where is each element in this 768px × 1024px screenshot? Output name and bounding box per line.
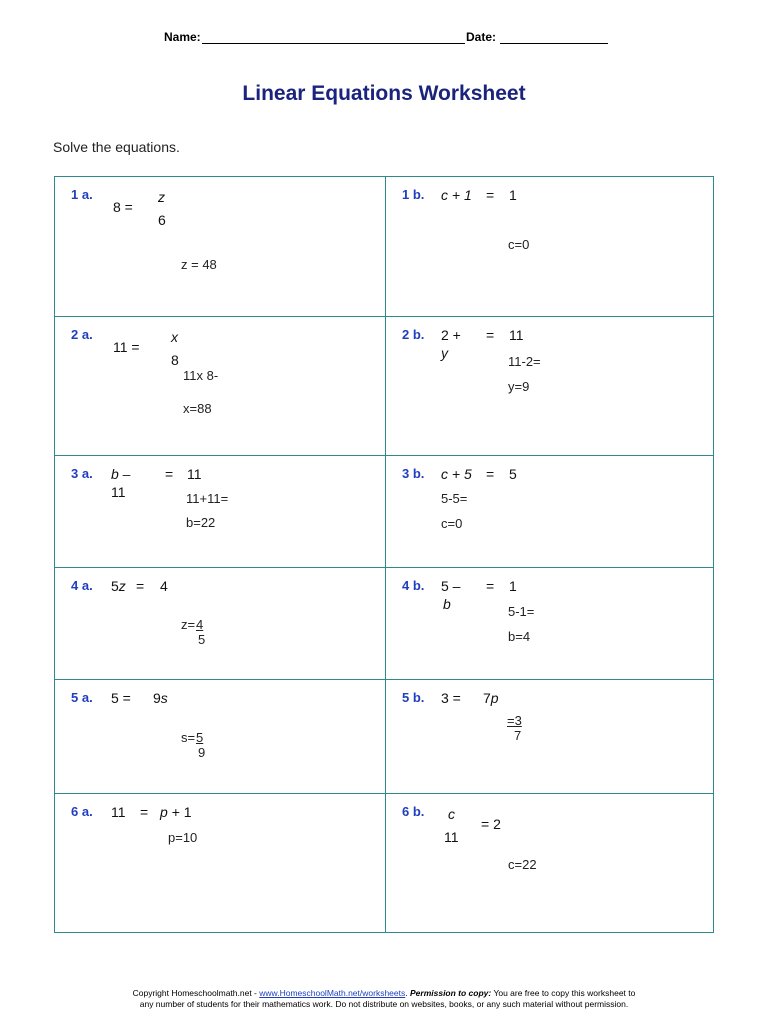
fraction-denominator: 6 — [158, 212, 166, 228]
answer-numerator: 4 — [196, 617, 204, 632]
copyright-text: Copyright Homeschoolmath.net - — [132, 988, 257, 998]
expression-top: b – — [111, 466, 131, 482]
problem-number: 4 b. — [402, 578, 425, 593]
answer-numerator: =3 — [507, 713, 522, 728]
equation-rhs: 1 — [509, 187, 517, 203]
handwritten-answer: z = 48 — [181, 257, 217, 272]
problem-number: 5 b. — [402, 690, 425, 705]
instructions: Solve the equations. — [53, 139, 180, 155]
problem-1a — [55, 177, 385, 316]
handwritten-answer: b=22 — [186, 515, 216, 530]
handwritten-answer: y=9 — [508, 379, 530, 394]
coefficient: 7 — [483, 690, 491, 706]
problem-number: 5 a. — [71, 690, 93, 705]
problem-number: 6 a. — [71, 804, 93, 819]
problem-3b — [386, 456, 716, 567]
coefficient: 9 — [153, 690, 161, 706]
equation-lhs: 5 = — [111, 690, 131, 706]
problem-4a — [55, 568, 385, 679]
equals-sign: = — [486, 466, 495, 482]
problem-grid — [54, 176, 714, 933]
equation-rhs: 11 — [509, 327, 524, 343]
variable: p — [490, 690, 499, 706]
expression-top: 5 – — [441, 578, 461, 594]
expression-rest: + 1 — [171, 804, 192, 820]
handwritten-answer-prefix: z= — [181, 617, 196, 632]
equation-lhs: 3 = — [441, 690, 461, 706]
footer — [0, 988, 768, 1010]
problem-6a — [55, 794, 385, 932]
problem-6b — [386, 794, 716, 932]
worksheet-title: Linear Equations Worksheet — [242, 82, 526, 105]
problem-3a — [55, 456, 385, 567]
fraction-numerator: c — [448, 806, 455, 822]
variable: z — [118, 578, 126, 594]
name-blank[interactable] — [202, 30, 465, 44]
problem-5a — [55, 680, 385, 793]
equation-lhs: 11 — [111, 804, 126, 820]
fraction-denominator: 11 — [444, 829, 459, 845]
problem-2b — [386, 317, 716, 456]
handwritten-work: 11x 8- — [183, 368, 219, 383]
handwritten-answer: c=0 — [508, 237, 530, 252]
variable: b — [443, 596, 451, 612]
equation-rhs: 4 — [160, 578, 168, 594]
handwritten-answer: b=4 — [508, 629, 531, 644]
handwritten-answer: c=0 — [441, 516, 463, 531]
fraction-numerator: z — [158, 189, 165, 205]
handwritten-work: 5-5= — [441, 491, 468, 506]
variable: p — [160, 804, 168, 820]
handwritten-answer: c=22 — [508, 857, 537, 872]
equation-lhs: 8 = — [113, 199, 133, 215]
problem-number: 1 b. — [402, 187, 425, 202]
expression: c + 5 — [441, 466, 472, 482]
problem-number: 3 b. — [402, 466, 425, 481]
fraction-numerator: x — [171, 329, 178, 345]
variable: y — [441, 345, 448, 361]
handwritten-answer-prefix: s= — [181, 730, 196, 745]
problem-4b — [386, 568, 716, 679]
fraction-denominator: 8 — [171, 352, 179, 368]
equation-lhs: 11 = — [113, 339, 140, 355]
equals-sign: = — [140, 804, 149, 820]
answer-denominator: 5 — [198, 632, 206, 647]
problem-1b — [386, 177, 716, 316]
date-label: Date: — [466, 30, 497, 44]
answer-denominator: 9 — [198, 745, 206, 760]
problem-5b — [386, 680, 716, 793]
expression-top: 2 + — [441, 327, 461, 343]
variable: c + 1 — [441, 187, 472, 203]
expression-bottom: 11 — [111, 484, 126, 500]
equals-sign: = — [486, 327, 495, 343]
permission-text: You are free to copy this worksheet to — [493, 988, 636, 998]
problem-number: 3 a. — [71, 466, 93, 481]
worksheets-link[interactable]: www.HomeschoolMath.net/worksheets — [259, 988, 406, 998]
footer-line-2: any number of students for their mathematics work. Do not distribute on websites, books, or any such material without permission. — [139, 999, 629, 1009]
problem-number: 2 b. — [402, 327, 425, 342]
coefficient: 5 — [111, 578, 119, 594]
problem-number: 6 b. — [402, 804, 425, 819]
handwritten-work: 11+11= — [186, 491, 229, 506]
date-blank[interactable] — [500, 30, 608, 44]
handwritten-answer: x=88 — [183, 401, 212, 416]
problem-number: 2 a. — [71, 327, 93, 342]
equals-sign: = — [486, 578, 495, 594]
equation-rhs: 11 — [187, 466, 202, 482]
equation-rhs: = 2 — [481, 816, 501, 832]
equals-sign: = — [165, 466, 174, 482]
footer-line-1: Copyright Homeschoolmath.net - www.HomeschoolMath.net/worksheets. Permission to copy: You are free to copy this worksheet to — [132, 988, 636, 998]
variable: s — [160, 690, 168, 706]
equals-sign: = — [486, 187, 495, 203]
answer-denominator: 7 — [514, 728, 522, 743]
answer-numerator: 5 — [196, 730, 204, 745]
name-date-header — [164, 30, 614, 48]
problem-2a — [55, 317, 385, 456]
equation-rhs: 1 — [509, 578, 517, 594]
name-label: Name: — [164, 30, 201, 44]
handwritten-answer: p=10 — [168, 830, 198, 845]
handwritten-work: 5-1= — [508, 604, 535, 619]
equation-rhs: 5 — [509, 466, 517, 482]
handwritten-work: 11-2= — [508, 354, 541, 369]
problem-number: 1 a. — [71, 187, 93, 202]
problem-number: 4 a. — [71, 578, 93, 593]
permission-label: Permission to copy: — [409, 988, 492, 998]
equals-sign: = — [136, 578, 145, 594]
